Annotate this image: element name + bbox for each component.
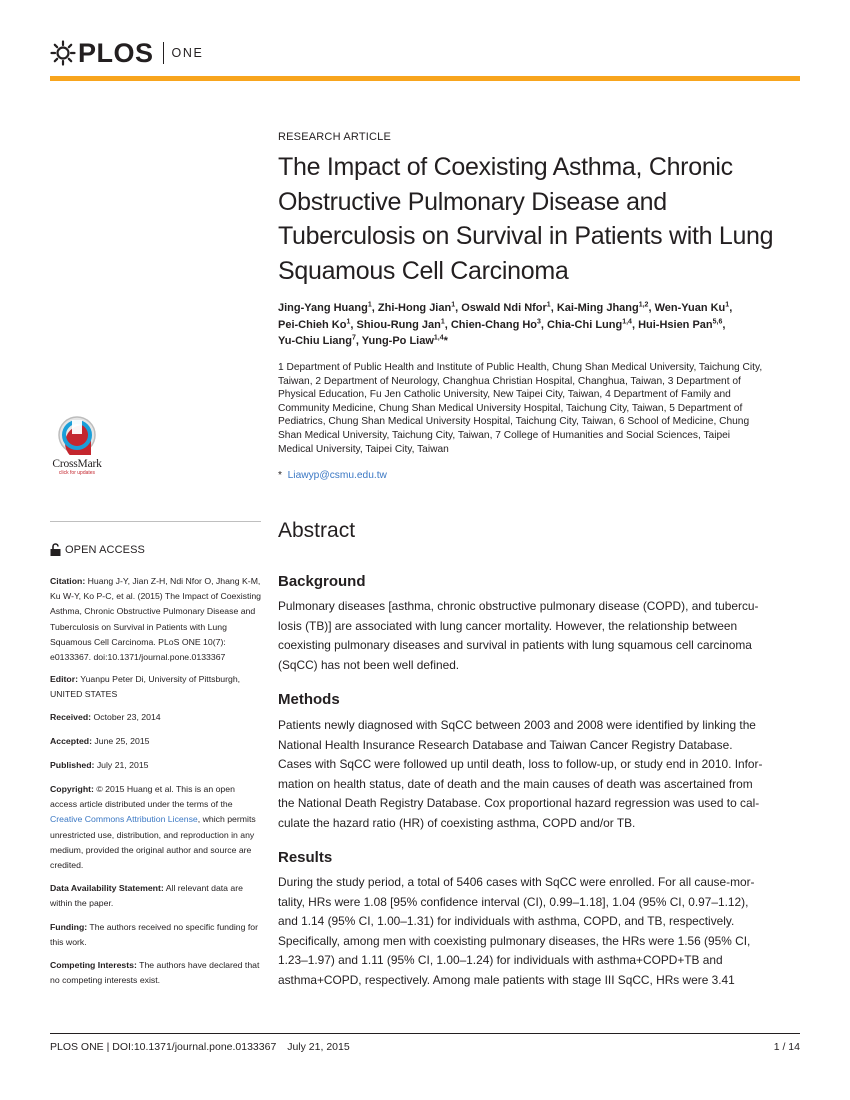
- affiliation-line: 1 Department of Public Health and Institute of Public Health, Chung Shan Medical University, Taichung City,: [278, 362, 763, 373]
- logo-divider: [163, 42, 164, 64]
- author-affiliation: 1,4: [622, 317, 632, 325]
- text-line: National Health Insurance Research Database and Taiwan Cancer Registry Database.: [278, 737, 733, 752]
- author-separator: ,: [455, 302, 462, 314]
- results-paragraph: [278, 873, 803, 990]
- author-separator: ,: [355, 335, 362, 347]
- footer-date: July 21, 2015: [287, 1041, 350, 1053]
- background-paragraph: [278, 597, 803, 675]
- title-line: Obstructive Pulmonary Disease and: [278, 187, 667, 216]
- author-name[interactable]: Shiou-Rung Jan: [356, 318, 441, 331]
- copyright-label: Copyright:: [50, 784, 94, 794]
- text-line: During the study period, a total of 5406 cases with SqCC were enrolled. For all cause-mor-: [278, 875, 755, 889]
- affiliation-line: Taiwan, 2 Department of Neurology, Changhua Christian Hospital, Changhua, Taiwan, 3 Department of: [278, 375, 741, 387]
- text-line: Specifically, among men with coexisting pulmonary diseases, the HRs were 1.56 (95% CI,: [278, 933, 751, 948]
- author-name[interactable]: Hui-Hsien Pan: [638, 318, 713, 331]
- author-separator: ,: [371, 302, 378, 314]
- copyright-text: © 2015 Huang et al. This is an open access article distributed under the terms of the: [50, 784, 235, 810]
- text-line: mation on health status, date of death and the main causes of death was ascertained from: [278, 776, 753, 791]
- competing-interests-block: [50, 958, 262, 988]
- plos-one-logo[interactable]: [50, 37, 203, 69]
- funding-block: [50, 920, 262, 950]
- corresponding-marker: *: [443, 335, 448, 347]
- accepted-date: June 25, 2015: [94, 736, 150, 746]
- copyright-block: [50, 782, 262, 873]
- article-title: [278, 150, 803, 288]
- methods-paragraph: [278, 716, 803, 833]
- unlocked-padlock-icon: [50, 543, 61, 556]
- editor-label: Editor:: [50, 674, 78, 684]
- author-affiliation: 1: [367, 301, 372, 309]
- received-block: [50, 710, 262, 725]
- funding-text: The authors received no specific funding for this work.: [50, 922, 258, 948]
- crossmark-icon: [57, 415, 97, 457]
- sidebar-divider: [50, 521, 261, 522]
- text-line: (SqCC) has not been well defined.: [278, 657, 460, 672]
- text-line: culate the hazard ratio (HR) of coexisting asthma, COPD and/or TB.: [278, 815, 636, 830]
- author-affiliation: 5,6: [712, 317, 723, 325]
- corresponding-email: [278, 470, 803, 481]
- author-name[interactable]: Chien-Chang Ho: [450, 318, 538, 331]
- affiliation-line: Community Medicine, Chung Shan Medical University Hospital, Taichung City, Taiwan, 5 Department of: [278, 402, 743, 414]
- affiliation-line: Physical Education, Fu Jen Catholic University, New Taipei City, Taiwan, 4 Department of Family and: [278, 389, 731, 401]
- crossmark-sublabel: click for updates: [58, 470, 96, 476]
- competing-interests-text: The authors have declared that no competing interests exist.: [50, 960, 260, 986]
- methods-heading: Methods: [278, 691, 340, 708]
- author-affiliation: 1: [725, 301, 730, 309]
- footer-divider: [50, 1033, 800, 1034]
- citation-label: Citation:: [50, 576, 86, 586]
- author-affiliation: 1: [546, 301, 551, 309]
- article-type: RESEARCH ARTICLE: [278, 131, 392, 143]
- received-label: Received:: [50, 712, 92, 722]
- footer-citation: [50, 1041, 350, 1053]
- author-separator: ,: [350, 318, 357, 331]
- published-label: Published:: [50, 760, 95, 770]
- citation-text: Huang J-Y, Jian Z-H, Ndi Nfor O, Jhang K-M, Ku W-Y, Ko P-C, et al. (2015) The Impact of Coexisting Asthma, Chronic Obstructive Pulmonary Disease and Tuberculosis on Survival in Patients with Lung Squamous Cell Carcinoma. PLoS ONE 10(7): e0133367. doi:10.1371/journal.pone.0133367: [50, 576, 262, 663]
- received-date: October 23, 2014: [93, 712, 161, 722]
- author-name[interactable]: Kai-Ming Jhang: [556, 302, 639, 314]
- text-line: tality, HRs were 1.08 [95% confidence interval (CI), 0.99–1.18], 1.04 (95% CI, 0.97–1.12),: [278, 894, 749, 909]
- author-affiliation: 1,2: [638, 301, 649, 309]
- accepted-block: [50, 734, 262, 749]
- data-availability-label: Data Availability Statement:: [50, 883, 164, 893]
- author-affiliation: 1,4: [433, 334, 444, 342]
- published-block: [50, 758, 262, 773]
- license-link[interactable]: Creative Commons Attribution License: [50, 814, 198, 825]
- author-separator: ,: [631, 318, 639, 331]
- text-line: and 1.14 (95% CI, 1.00–1.31) for individuals with asthma, COPD, and TB, respectively.: [278, 914, 735, 928]
- background-heading: Background: [278, 573, 366, 590]
- title-line: Tuberculosis on Survival in Patients with Lung: [278, 222, 774, 250]
- text-line: losis (TB)] are associated with lung cancer mortality. However, the relationship between: [278, 618, 738, 633]
- author-name[interactable]: Wen-Yuan Ku: [654, 302, 726, 314]
- text-line: asthma+COPD, respectively. Among male patients with stage III SqCC, HRs were 3.41: [278, 972, 735, 987]
- editor-block: [50, 672, 262, 702]
- crossmark-label: CrossMark: [52, 458, 102, 470]
- open-access-label: OPEN ACCESS: [65, 543, 145, 556]
- author-list: [278, 300, 803, 350]
- author-separator: ,: [540, 318, 548, 331]
- editor-text: Yuanpu Peter Di, University of Pittsburgh, UNITED STATES: [50, 674, 241, 700]
- author-name[interactable]: Yu-Chiu Liang: [278, 335, 352, 347]
- crossmark-badge[interactable]: [48, 415, 106, 476]
- competing-interests-label: Competing Interests:: [50, 960, 137, 970]
- author-line: [278, 333, 803, 350]
- author-name[interactable]: Pei-Chieh Ko: [278, 318, 347, 331]
- author-line: [278, 317, 803, 334]
- affiliation-line: Pediatrics, Chung Shan Medical University Hospital, Taichung City, Taiwan, 6 School of Medicine, Chung: [278, 416, 750, 428]
- affiliation-line: Medical University, Taipei City, Taiwan: [278, 443, 449, 455]
- author-affiliation: 1: [346, 317, 351, 325]
- published-date: July 21, 2015: [96, 760, 149, 770]
- author-affiliation: 1: [451, 301, 456, 309]
- copyright-text-end: , which permits unrestricted use, distribution, and reproduction in any medium, provided the original author and source are credited.: [50, 814, 256, 871]
- author-separator: ,: [722, 318, 726, 331]
- author-affiliation: 7: [351, 334, 356, 342]
- data-availability-text: All relevant data are within the paper.: [50, 883, 243, 909]
- text-line: 1.23–1.97) and 1.11 (95% CI, 1.00–1.24) for individuals with asthma+COPD+TB and: [278, 953, 723, 967]
- page-number: 1 / 14: [773, 1041, 800, 1053]
- open-access-badge: [50, 543, 145, 556]
- text-line: Cases with SqCC were followed up until death, loss to follow-up, or study end in 2010. Infor-: [278, 757, 763, 771]
- author-name[interactable]: Jing-Yang Huang: [278, 302, 368, 314]
- accepted-label: Accepted:: [50, 736, 92, 746]
- email-link[interactable]: Liawyp@csmu.edu.tw: [287, 470, 387, 481]
- data-availability-block: [50, 881, 262, 911]
- text-line: the National Death Registry Database. Cox proportional hazard regression was used to cal-: [278, 796, 760, 810]
- author-name[interactable]: Oswald Ndi Nfor: [461, 302, 547, 314]
- text-line: Pulmonary diseases [asthma, chronic obstructive pulmonary disease (COPD), and tubercu-: [278, 599, 759, 613]
- affiliations: [278, 361, 803, 456]
- text-line: coexisting pulmonary diseases and survival in patients with lung squamous cell carcinoma: [278, 638, 752, 652]
- journal-name: ONE: [171, 45, 204, 60]
- funding-label: Funding:: [50, 922, 88, 932]
- author-name[interactable]: Chia-Chi Lung: [547, 318, 623, 331]
- author-name[interactable]: Yung-Po Liaw: [361, 335, 434, 347]
- title-line: The Impact of Coexisting Asthma, Chronic: [278, 153, 733, 181]
- abstract-heading: Abstract: [278, 519, 356, 542]
- author-separator: ,: [729, 302, 733, 314]
- author-separator: ,: [444, 318, 451, 331]
- author-affiliation: 3: [537, 317, 541, 325]
- plos-sun-icon: [50, 40, 76, 66]
- header-accent-bar: [50, 76, 800, 81]
- corresponding-star: *: [278, 470, 282, 481]
- author-affiliation: 1: [440, 317, 445, 325]
- citation-block: [50, 574, 262, 665]
- title-line: Squamous Cell Carcinoma: [278, 256, 569, 285]
- results-heading: Results: [278, 849, 333, 866]
- author-separator: ,: [550, 302, 557, 314]
- author-line: [278, 300, 803, 317]
- author-separator: ,: [648, 302, 655, 314]
- text-line: Patients newly diagnosed with SqCC between 2003 and 2008 were identified by linking the: [278, 718, 756, 732]
- brand-name: PLOS: [78, 37, 154, 68]
- author-name[interactable]: Zhi-Hong Jian: [377, 302, 452, 314]
- affiliation-line: Shan Medical University, Taichung City, Taiwan, 7 College of Humanities and Social Sciences, Taipei: [278, 429, 731, 441]
- footer-doi: PLOS ONE | DOI:10.1371/journal.pone.0133367: [50, 1041, 277, 1053]
